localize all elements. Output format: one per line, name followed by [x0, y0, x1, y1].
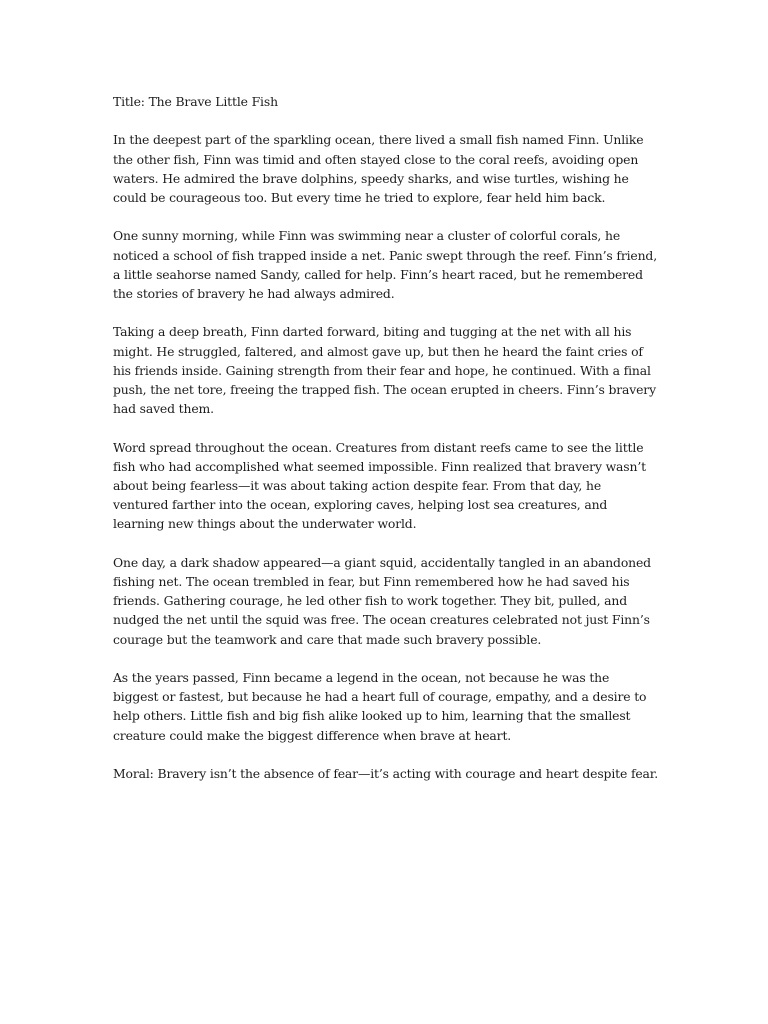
paragraph-1: In the deepest part of the sparkling ocean, there lived a small fish named Finn. Unlike the other fish, Finn was timid and often stayed close to the coral reefs, avoiding open waters. He admired the brave dolphins, speedy sharks, and wise turtles, wishing he could be courageous too. But every time he tried to explore, fear held him back.	[113, 132, 644, 205]
paragraph-6: As the years passed, Finn became a legend in the ocean, not because he was the biggest or fastest, but because he had a heart full of courage, empathy, and a desire to help others. Little fish and big fish alike looked up to him, learning that the smallest creature could make the biggest difference when brave at heart.	[113, 670, 647, 743]
document-title: Title: The Brave Little Fish	[113, 94, 278, 109]
paragraph-3: Taking a deep breath, Finn darted forward, biting and tugging at the net with all his might. He struggled, faltered, and almost gave up, but then he heard the faint cries of his friends inside. Gaining strength from their fear and hope, he continued. With a final push, the net tore, freeing the trapped fish. The ocean erupted in cheers. Finn’s bravery had saved them.	[113, 324, 656, 417]
paragraph-4: Word spread throughout the ocean. Creatures from distant reefs came to see the little fish who had accomplished what seemed impossible. Finn realized that bravery wasn’t about being fearless—it was about taking action despite fear. From that day, he ventured farther into the ocean, exploring caves, helping lost sea creatures, and learning new things about the underwater world.	[113, 439, 646, 532]
paragraph-2: One sunny morning, while Finn was swimming near a cluster of colorful corals, he noticed a school of fish trapped inside a net. Panic swept through the reef. Finn’s friend, a little seahorse named Sandy, called for help. Finn’s heart raced, but he remembered the stories of bravery he had always admired.	[113, 228, 657, 301]
moral-paragraph: Moral: Bravery isn’t the absence of fear—it’s acting with courage and heart despite fear.	[113, 766, 658, 781]
paragraph-5: One day, a dark shadow appeared—a giant squid, accidentally tangled in an abandoned fishing net. The ocean trembled in fear, but Finn remembered how he had saved his friends. Gathering courage, he led other fish to work together. They bit, pulled, and nudged the net until the squid was free. The ocean creatures celebrated not just Finn’s courage but the teamwork and care that made such bravery possible.	[113, 554, 651, 647]
document-body	[113, 92, 658, 802]
